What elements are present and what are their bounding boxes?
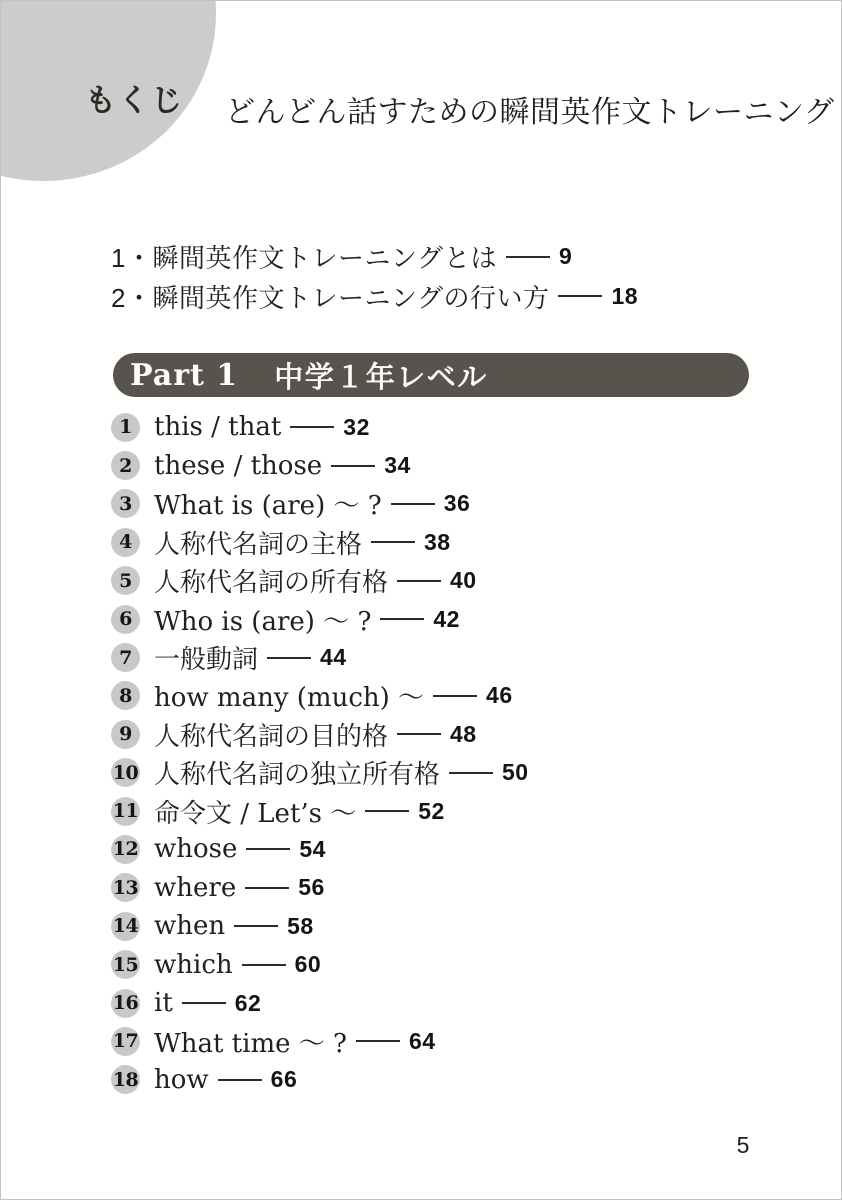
item-page-number: 40 bbox=[450, 567, 477, 594]
leader-dash bbox=[397, 733, 441, 735]
toc-item bbox=[111, 600, 801, 638]
intro-item-label: 2・瞬間英作文トレーニングの行い方 bbox=[111, 282, 550, 313]
leader-dash bbox=[433, 695, 477, 697]
item-page-number: 44 bbox=[320, 644, 347, 671]
intro-item bbox=[111, 277, 781, 317]
item-number-badge: 10 bbox=[111, 758, 140, 787]
item-page-number: 56 bbox=[298, 874, 325, 901]
item-title: when bbox=[154, 911, 226, 942]
item-page-number: 50 bbox=[502, 759, 529, 786]
toc-item bbox=[111, 792, 801, 830]
toc-item bbox=[111, 523, 801, 561]
intro-item-page-number: 18 bbox=[611, 282, 639, 309]
item-title: What is (are) ～ ? bbox=[154, 491, 382, 522]
intro-item-label: 1・瞬間英作文トレーニングとは bbox=[111, 243, 497, 274]
item-page-number: 34 bbox=[384, 452, 411, 479]
item-title: 人称代名詞の独立所有格 bbox=[154, 760, 441, 791]
page-number: 5 bbox=[736, 1132, 750, 1158]
item-number-badge: 4 bbox=[111, 528, 140, 557]
item-page-number: 52 bbox=[418, 797, 445, 824]
intro-item bbox=[111, 237, 781, 277]
toc-item bbox=[111, 754, 801, 792]
item-number-badge: 18 bbox=[111, 1065, 140, 1094]
item-title: 一般動詞 bbox=[154, 645, 259, 676]
item-number-badge: 14 bbox=[111, 912, 140, 941]
item-number-badge: 17 bbox=[111, 1027, 140, 1056]
leader-dash bbox=[234, 925, 278, 927]
item-number-badge: 9 bbox=[111, 720, 140, 749]
item-number-badge: 6 bbox=[111, 605, 140, 634]
item-number-badge: 1 bbox=[111, 413, 140, 442]
toc-item bbox=[111, 984, 801, 1022]
toc-item bbox=[111, 945, 801, 983]
item-page-number: 38 bbox=[424, 528, 451, 555]
item-number-badge: 7 bbox=[111, 643, 140, 672]
item-number-badge: 8 bbox=[111, 681, 140, 710]
item-title: this / that bbox=[154, 412, 282, 443]
item-title: 人称代名詞の主格 bbox=[154, 529, 363, 560]
item-title: how bbox=[154, 1064, 209, 1095]
leader-dash bbox=[331, 465, 375, 467]
toc-item bbox=[111, 446, 801, 484]
toc-item bbox=[111, 1022, 801, 1060]
book-title: どんどん話すための瞬間英作文トレーニング bbox=[225, 96, 835, 129]
leader-dash bbox=[245, 887, 289, 889]
item-title: whose bbox=[154, 834, 238, 865]
item-page-number: 54 bbox=[299, 835, 326, 862]
item-title: how many (much) ～ bbox=[154, 683, 425, 714]
item-title: which bbox=[154, 949, 233, 980]
part-title: 中学１年レベル bbox=[274, 361, 488, 394]
item-page-number: 64 bbox=[408, 1027, 436, 1054]
toc-item bbox=[111, 830, 801, 868]
item-page-number: 60 bbox=[294, 951, 322, 978]
toc-item bbox=[111, 408, 801, 446]
item-number-badge: 3 bbox=[111, 489, 140, 518]
leader-dash bbox=[397, 580, 441, 582]
leader-dash bbox=[182, 1002, 226, 1004]
item-page-number: 32 bbox=[343, 413, 370, 440]
leader-dash bbox=[449, 772, 493, 774]
item-number-badge: 5 bbox=[111, 566, 140, 595]
leader-dash bbox=[365, 810, 409, 812]
toc-item bbox=[111, 485, 801, 523]
item-page-number: 42 bbox=[433, 605, 460, 632]
toc-item bbox=[111, 562, 801, 600]
toc-item bbox=[111, 715, 801, 753]
item-number-badge: 11 bbox=[111, 797, 140, 826]
toc-heading: もくじ bbox=[85, 83, 184, 118]
item-page-number: 46 bbox=[486, 682, 513, 709]
item-title: where bbox=[154, 872, 237, 903]
part-label: Part 1 bbox=[130, 357, 239, 393]
item-title: 人称代名詞の所有格 bbox=[154, 568, 389, 599]
item-number-badge: 2 bbox=[111, 451, 140, 480]
item-title: 命令文 / Let’s ～ bbox=[154, 798, 357, 829]
item-title: Who is (are) ～ ? bbox=[154, 606, 372, 637]
leader-dash bbox=[356, 1040, 400, 1042]
intro-item-page-number: 9 bbox=[558, 243, 573, 270]
item-number-badge: 16 bbox=[111, 989, 140, 1018]
toc-item bbox=[111, 869, 801, 907]
intro-list bbox=[111, 237, 781, 316]
item-page-number: 36 bbox=[443, 490, 471, 517]
item-title: these / those bbox=[154, 450, 323, 481]
leader-dash bbox=[218, 1079, 262, 1081]
item-page-number: 58 bbox=[287, 912, 314, 939]
item-page-number: 48 bbox=[450, 720, 477, 747]
toc-item bbox=[111, 907, 801, 945]
leader-dash bbox=[246, 848, 290, 850]
leader-dash bbox=[380, 618, 424, 620]
toc-item bbox=[111, 638, 801, 676]
item-page-number: 62 bbox=[234, 989, 262, 1016]
item-number-badge: 13 bbox=[111, 873, 140, 902]
leader-dash bbox=[267, 657, 311, 659]
leader-dash bbox=[242, 964, 286, 966]
item-page-number: 66 bbox=[270, 1066, 298, 1093]
item-title: it bbox=[154, 988, 173, 1019]
toc-list bbox=[111, 408, 801, 1099]
toc-item bbox=[111, 677, 801, 715]
leader-dash bbox=[506, 256, 550, 258]
item-number-badge: 12 bbox=[111, 835, 140, 864]
leader-dash bbox=[371, 541, 415, 543]
leader-dash bbox=[290, 426, 334, 428]
item-title: What time ～ ? bbox=[154, 1028, 347, 1059]
leader-dash bbox=[558, 295, 602, 297]
leader-dash bbox=[391, 503, 435, 505]
toc-item bbox=[111, 1061, 801, 1099]
item-title: 人称代名詞の目的格 bbox=[154, 721, 389, 752]
item-number-badge: 15 bbox=[111, 950, 140, 979]
part1-header-bar bbox=[113, 353, 749, 397]
